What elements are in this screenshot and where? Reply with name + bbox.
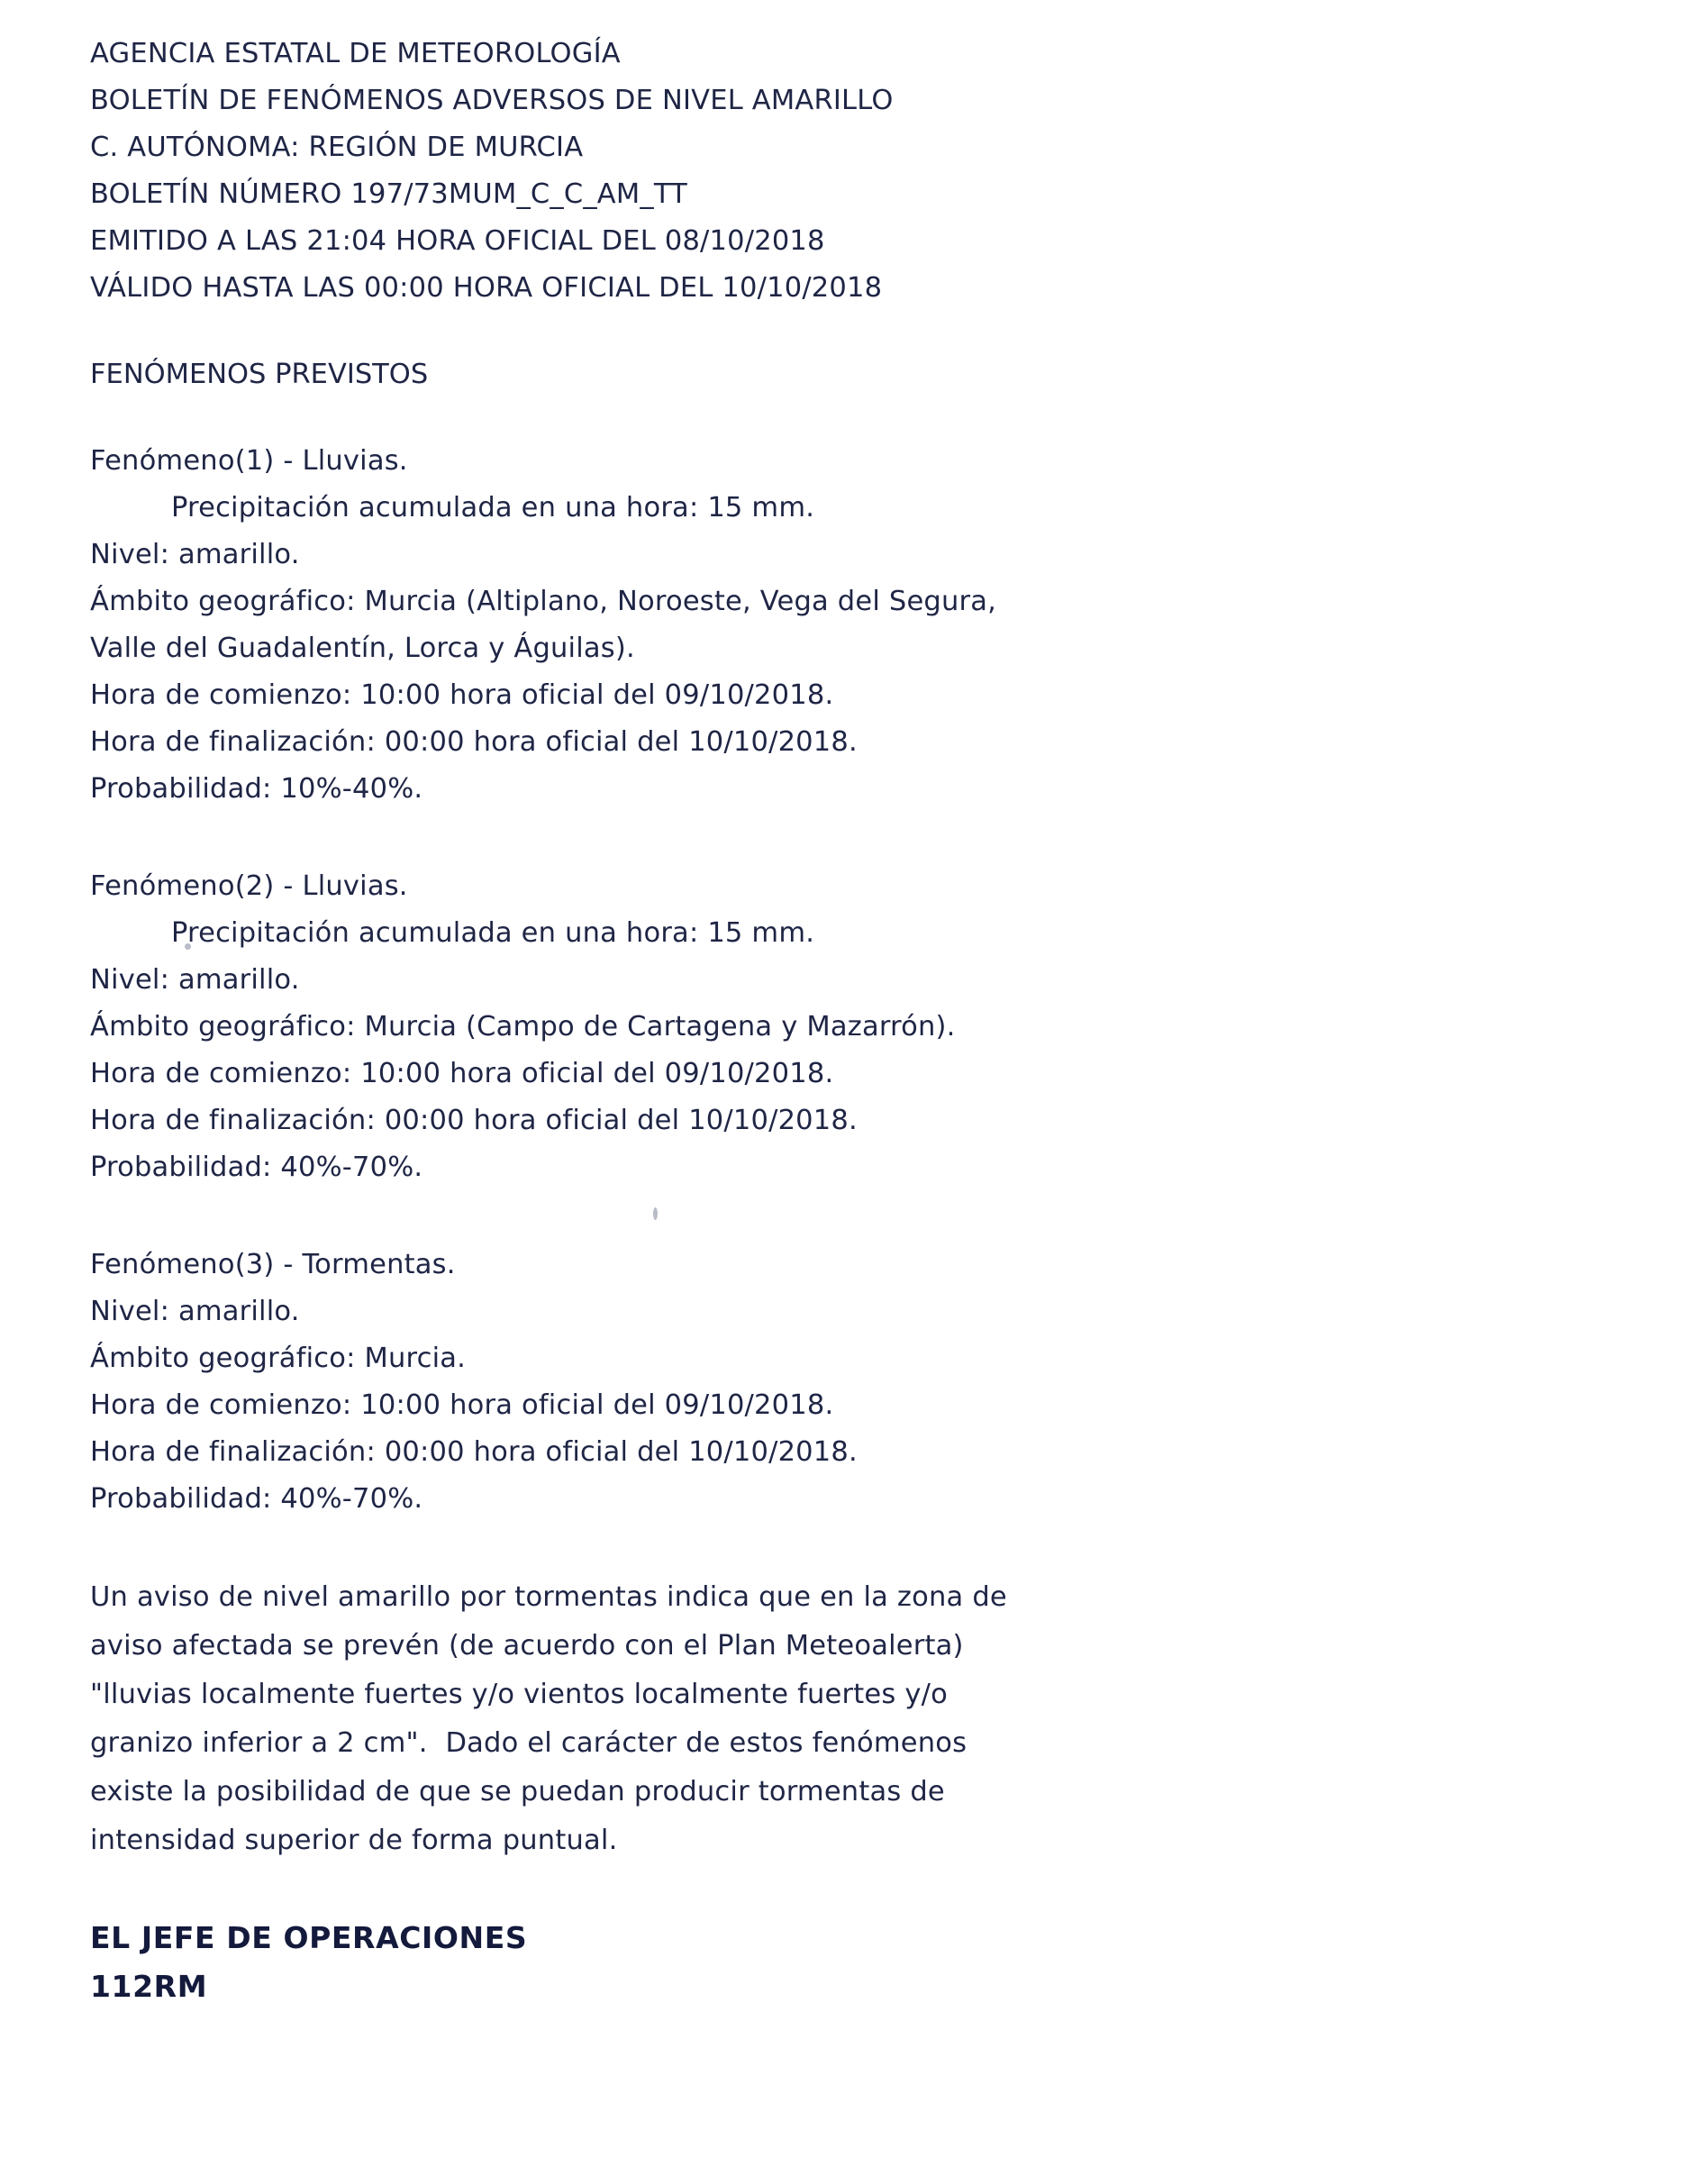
- phenomenon-detail: Precipitación acumulada en una hora: 15 mm.: [171, 492, 815, 524]
- note-line-3: "lluvias localmente fuertes y/o vientos localmente fuertes y/o: [90, 1679, 948, 1710]
- header-line-agency: AGENCIA ESTATAL DE METEOROLOGÍA: [90, 38, 621, 69]
- phenomenon-end-time: Hora de finalización: 00:00 hora oficial del 10/10/2018.: [90, 726, 858, 758]
- signature-code: 112RM: [90, 1969, 208, 2004]
- phenomenon-detail: Precipitación acumulada en una hora: 15 mm.: [171, 917, 815, 949]
- phenomenon-title: Fenómeno(1) - Lluvias.: [90, 445, 408, 477]
- header-line-number: BOLETÍN NÚMERO 197/73MUM_C_C_AM_TT: [90, 178, 687, 210]
- phenomenon-level: Nivel: amarillo.: [90, 1296, 300, 1327]
- phenomenon-block-2: [90, 863, 1261, 1191]
- header-line-issued: EMITIDO A LAS 21:04 HORA OFICIAL DEL 08/10/2018: [90, 225, 825, 257]
- phenomenon-block-3: [90, 1242, 1261, 1523]
- phenomenon-level: Nivel: amarillo.: [90, 964, 300, 996]
- note-line-4: granizo inferior a 2 cm". Dado el carácter de estos fenómenos: [90, 1727, 968, 1759]
- signature-title: EL JEFE DE OPERACIONES: [90, 1920, 528, 1955]
- phenomenon-end-time: Hora de finalización: 00:00 hora oficial del 10/10/2018.: [90, 1436, 858, 1468]
- phenomenon-start-time: Hora de comienzo: 10:00 hora oficial del 09/10/2018.: [90, 1389, 834, 1421]
- phenomenon-probability: Probabilidad: 40%-70%.: [90, 1483, 423, 1515]
- header-line-valid-until: VÁLIDO HASTA LAS 00:00 HORA OFICIAL DEL 10/10/2018: [90, 272, 883, 304]
- phenomenon-title: Fenómeno(2) - Lluvias.: [90, 870, 408, 902]
- section-title-forecast-phenomena: FENÓMENOS PREVISTOS: [90, 359, 429, 390]
- spacer: [90, 1865, 1261, 1905]
- phenomenon-probability: Probabilidad: 10%-40%.: [90, 773, 423, 805]
- spacer: [90, 1523, 1261, 1573]
- phenomenon-level: Nivel: amarillo.: [90, 539, 300, 570]
- spacer: [90, 813, 1261, 863]
- phenomenon-scope-line-1: Ámbito geográfico: Murcia (Altiplano, Noroeste, Vega del Segura,: [90, 586, 997, 617]
- spacer: [90, 1191, 1261, 1242]
- phenomenon-block-1: [90, 438, 1261, 813]
- phenomenon-start-time: Hora de comienzo: 10:00 hora oficial del 09/10/2018.: [90, 679, 834, 711]
- phenomenon-title: Fenómeno(3) - Tormentas.: [90, 1249, 456, 1280]
- spacer: [90, 398, 1261, 438]
- note-line-6: intensidad superior de forma puntual.: [90, 1825, 618, 1856]
- bulletin-header: [90, 31, 1261, 312]
- document-body: [90, 31, 1261, 2011]
- header-line-bulletin-type: BOLETÍN DE FENÓMENOS ADVERSOS DE NIVEL AMARILLO: [90, 85, 894, 116]
- note-line-2: aviso afectada se prevén (de acuerdo con el Plan Meteoalerta): [90, 1630, 964, 1662]
- phenomenon-scope: Ámbito geográfico: Murcia.: [90, 1343, 467, 1374]
- note-line-1: Un aviso de nivel amarillo por tormentas indica que en la zona de: [90, 1581, 1007, 1613]
- note-line-5: existe la posibilidad de que se puedan producir tormentas de: [90, 1776, 945, 1807]
- spacer: [90, 312, 1261, 351]
- phenomenon-start-time: Hora de comienzo: 10:00 hora oficial del 09/10/2018.: [90, 1058, 834, 1089]
- header-line-region: C. AUTÓNOMA: REGIÓN DE MURCIA: [90, 132, 584, 163]
- signature-block: [90, 1914, 1261, 2011]
- phenomenon-scope: Ámbito geográfico: Murcia (Campo de Cartagena y Mazarrón).: [90, 1011, 956, 1043]
- phenomenon-probability: Probabilidad: 40%-70%.: [90, 1152, 423, 1183]
- phenomenon-end-time: Hora de finalización: 00:00 hora oficial del 10/10/2018.: [90, 1105, 858, 1136]
- yellow-alert-note: [90, 1573, 1261, 1865]
- phenomenon-scope-line-2: Valle del Guadalentín, Lorca y Águilas).: [90, 633, 635, 664]
